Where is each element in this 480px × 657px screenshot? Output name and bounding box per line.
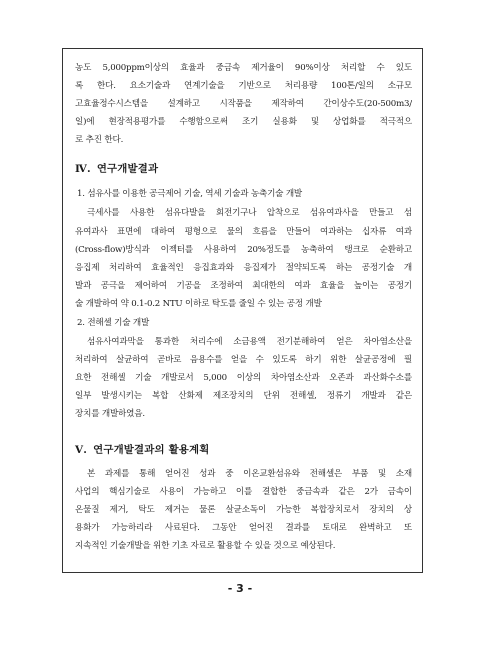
text-line: 본 과제를 통해 얻어진 성과 중 이온교환섬유와 전해셀은 부품 및 소재 — [87, 468, 412, 479]
text-line: 용화가 가능하리라 사료된다. 그동안 얻어진 결과를 토대로 완벽하고 또 — [75, 522, 412, 533]
intro-paragraph — [75, 59, 412, 149]
page-number: - 3 - — [227, 582, 253, 595]
subsection-paragraph — [75, 333, 412, 423]
section-heading-utilization — [75, 440, 412, 460]
text-line: 온물질 제거, 탁도 제거는 물론 살균소독이 가능한 복합장치로서 장치의 상 — [75, 504, 412, 515]
document-body — [75, 59, 412, 555]
text-line: 로 추진 한다. — [75, 135, 124, 146]
utilization-paragraph — [75, 465, 412, 555]
text-line: 유여과사 표면에 대하여 평형으로 물의 흐름을 만들어 여과하는 십자류 여과 — [75, 226, 412, 237]
text-line: 극세사를 사용한 섬유다발을 회전기구나 압착으로 섬유여과사을 만들고 섬 — [87, 208, 412, 219]
text-line: 사업의 핵심기술로 사용이 가능하고 이를 결합한 중금속과 같은 2가 금속이 — [75, 486, 412, 497]
text-line: 고효율정수시스템을 설계하고 시작품을 제작하여 간이상수도(20-500m3/ — [75, 99, 412, 110]
section-number: Ⅳ. — [75, 163, 91, 176]
section-title: 연구개발결과 — [96, 163, 159, 176]
content-box — [62, 48, 423, 573]
text-line: 섬유사여과막을 통과한 처리수에 소금용액 전기분해하여 얻은 차아염소산을 — [87, 337, 412, 348]
section-heading-results — [75, 159, 412, 179]
subsection-title: 1. 섬유사를 이용한 공극제어 기술, 역세 기술과 농축기술 개발 — [77, 189, 303, 200]
text-line: 일)에 현장적용평가를 수행함으로써 조기 실용화 및 상업화를 적극적으 — [75, 117, 412, 128]
section-title: 연구개발결과의 활용계획 — [93, 443, 210, 456]
text-line: (Cross-flow)방식과 이젝터를 사용하여 20%정도를 농축하여 탱크로 순환하고 — [75, 244, 412, 255]
text-line: 농도 5,000ppm이상의 효율과 중금속 제거율이 90%이상 처리할 수 있도 — [75, 63, 412, 73]
text-line: 지속적인 기술개발을 위한 기초 자료로 활용할 수 있을 것으로 예상된다. — [75, 540, 336, 551]
subsection-paragraph — [75, 204, 412, 313]
section-number: Ⅴ. — [75, 443, 88, 456]
text-line: 장치를 개발하였음. — [75, 409, 145, 420]
text-line: 일부 발생시키는 복합 산화제 제조장치의 단위 전해셀, 정류기 개발과 같은 — [75, 391, 412, 402]
text-line: 술 개발하여 약 0.1-0.2 NTU 이하로 탁도를 줄일 수 있는 공정 개발 — [75, 298, 322, 309]
text-line: 처리하여 살균하여 곧바로 음용수를 얻을 수 있도록 하기 위한 살균공정에 필 — [75, 355, 412, 366]
text-line: 발과 공극을 제어하여 기공을 조정하여 최대한의 여과 효율을 높이는 공정기 — [75, 280, 412, 291]
subsection-title: 2. 전해셀 기술 개발 — [77, 318, 150, 329]
text-line: 록 한다. 요소기술과 연계기술을 기반으로 처리용량 100톤/일의 소규모 — [75, 81, 412, 92]
text-line: 요한 전해셀 기술 개발로서 5,000 이상의 차아염소산과 오존과 과산화수소를 — [75, 373, 412, 384]
text-line: 응집제 처리하여 효율적인 응집효과와 응집제가 절약되도록 하는 공정기술 개 — [75, 262, 412, 273]
